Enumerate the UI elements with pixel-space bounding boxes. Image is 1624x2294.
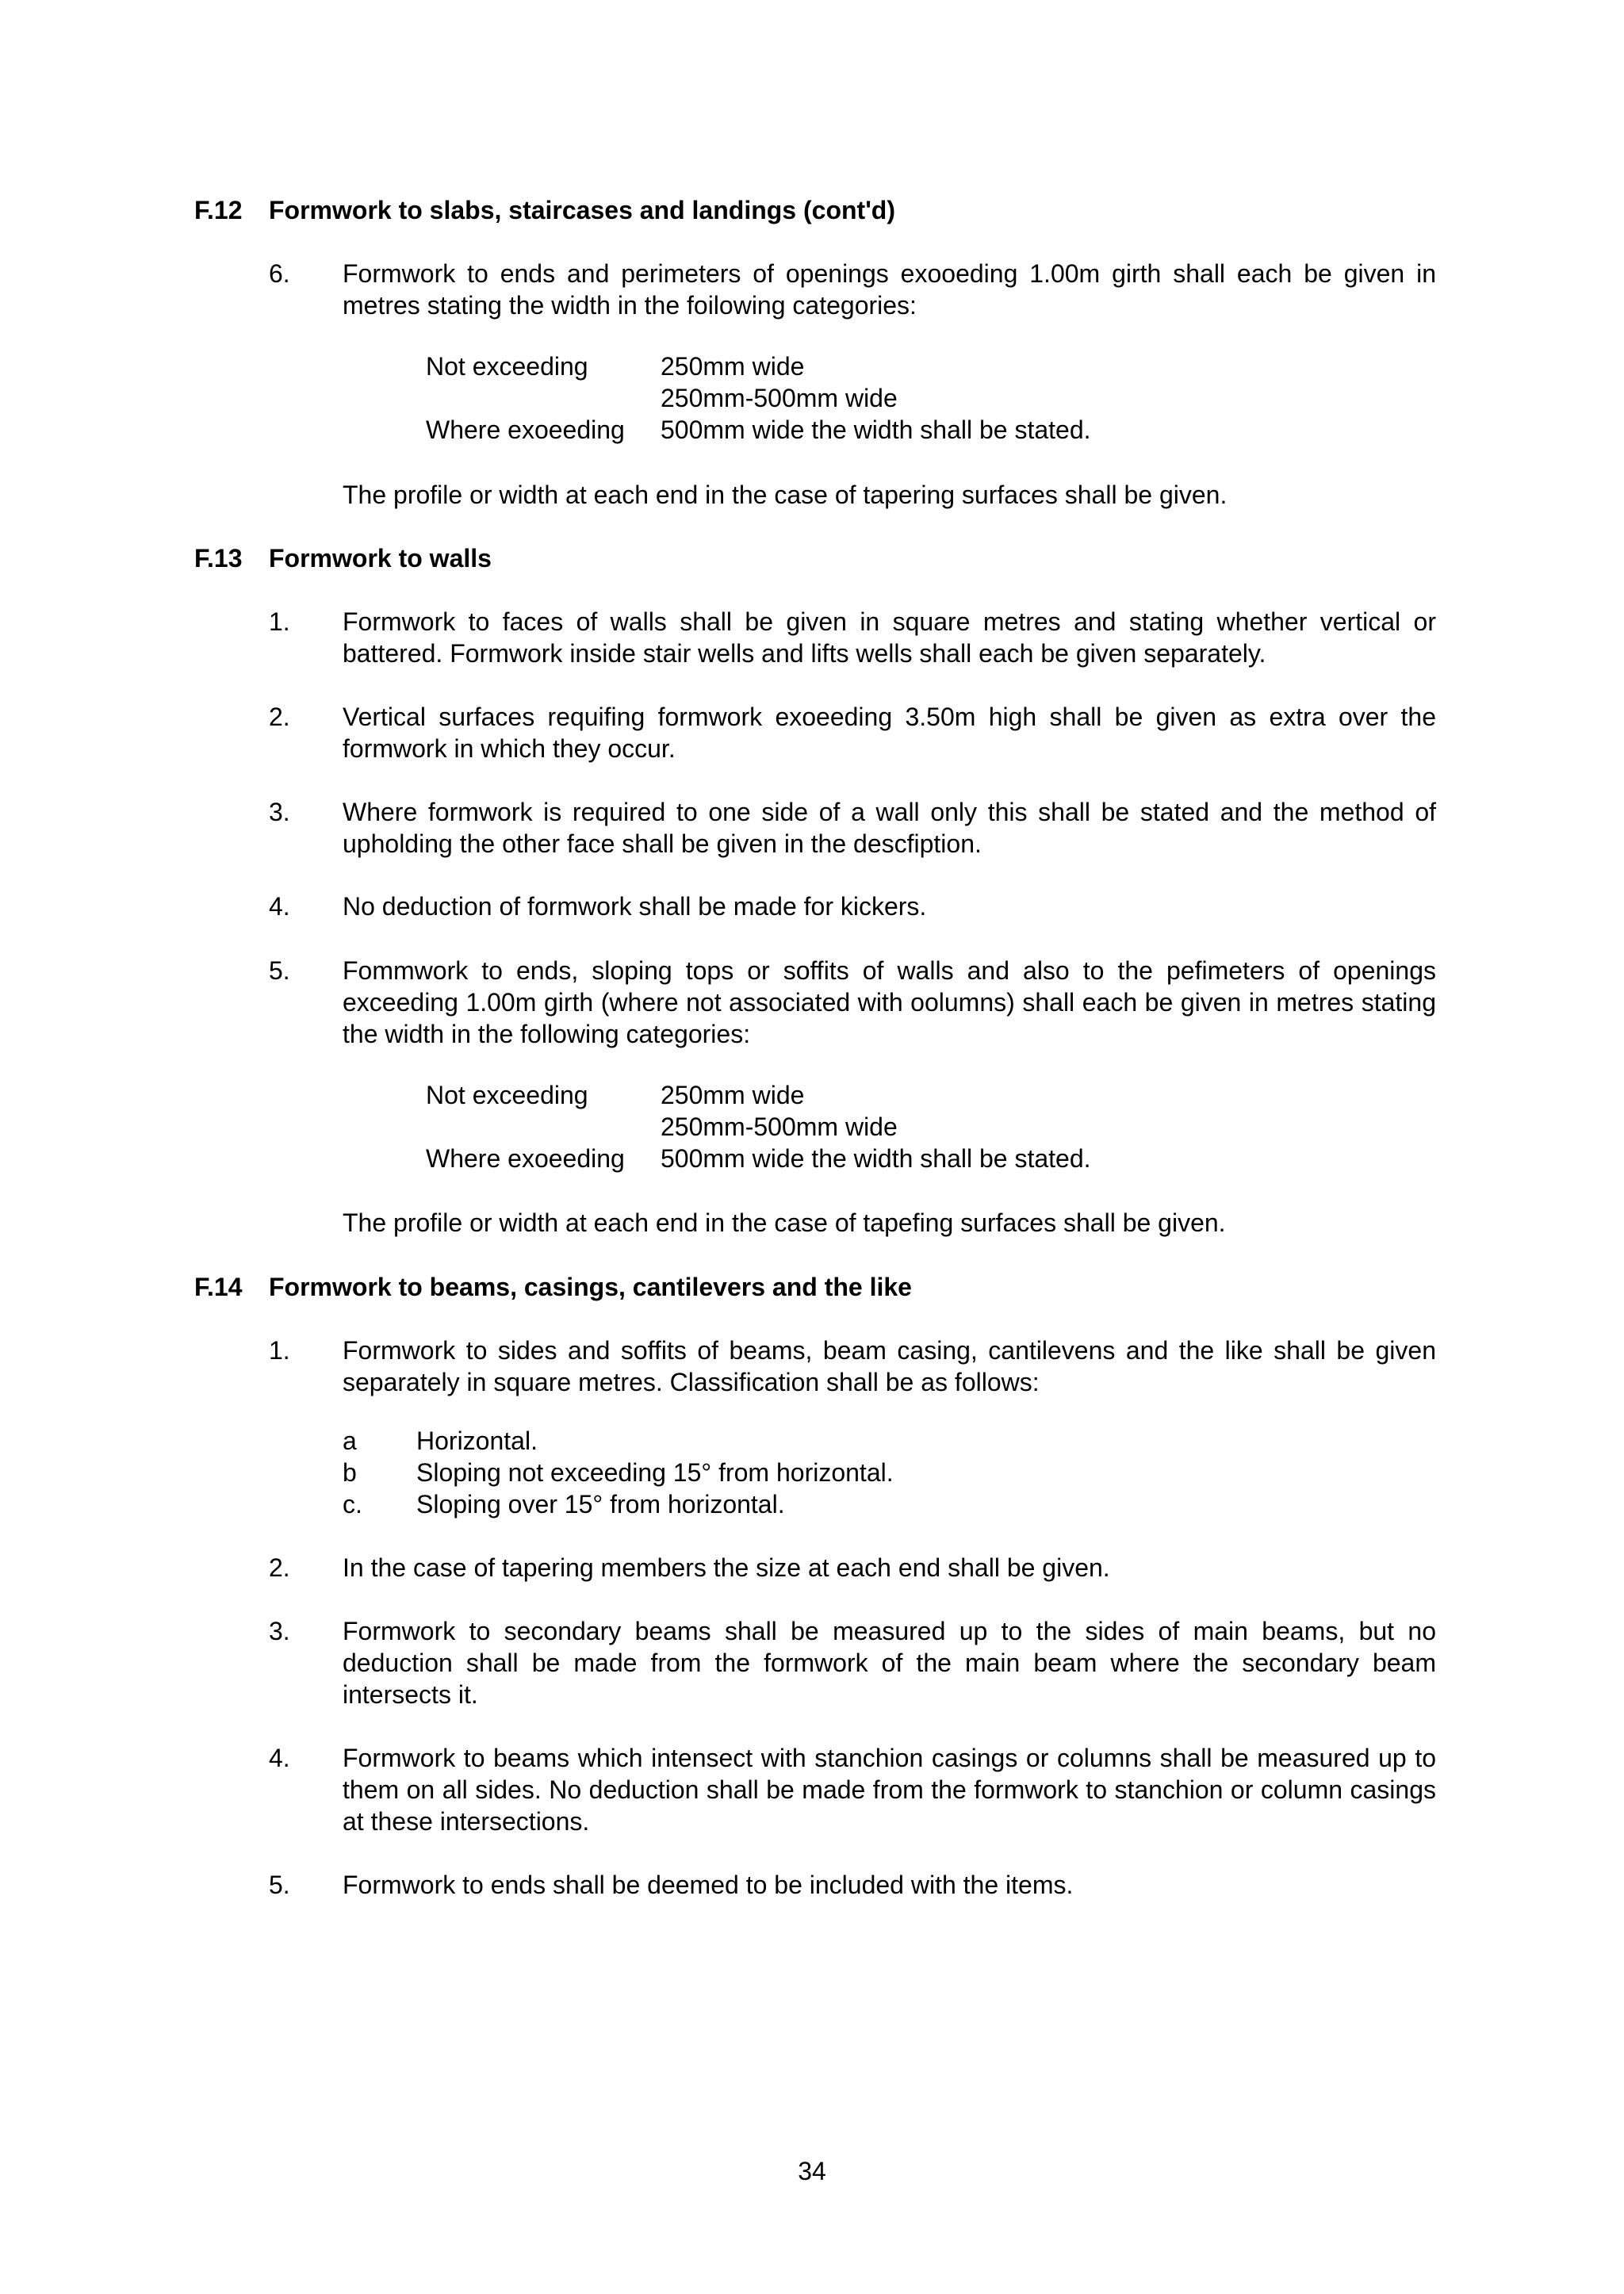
category-row: [426, 382, 1377, 414]
item-number: 2.: [269, 703, 290, 731]
list-item: [269, 1869, 1436, 1901]
category-row: [426, 1143, 1377, 1174]
category-value: 500mm wide the width shall be stated.: [661, 1144, 1091, 1173]
section-number: F.13: [194, 544, 243, 573]
sub-list-item: [343, 1488, 1294, 1520]
list-item: [269, 258, 1436, 321]
section-number: F.12: [194, 196, 243, 224]
list-item: [269, 1335, 1436, 1398]
item-text: Formwork to faces of walls shall be given in square metres and stating whether vertical or battered. Formwork inside stair wells and lifts wells shall each be given separately.: [343, 607, 1436, 668]
section-heading-f12: [194, 194, 895, 226]
category-label: Where exoeeding: [426, 416, 625, 444]
section-title: Formwork to slabs, staircases and landings (cont'd): [269, 196, 895, 224]
item-text: Formwork to beams which intensect with stanchion casings or columns shall be measured up to them on all sides. No deduction shall be made from the formwork to stanchion or column casings at these intersections.: [343, 1744, 1436, 1836]
item-text: Formwork to ends and perimeters of openings exooeding 1.00m girth shall each be given in metres stating the width in the foilowing categories:: [343, 259, 1436, 320]
category-value: 500mm wide the width shall be stated.: [661, 416, 1091, 444]
list-item: [269, 1615, 1436, 1710]
category-table: [426, 1079, 1377, 1174]
sub-item-text: Sloping over 15° from horizontal.: [416, 1490, 785, 1518]
item-number: 1.: [269, 607, 290, 636]
category-value: 250mm-500mm wide: [661, 1113, 898, 1141]
section-heading-f13: [194, 542, 492, 574]
category-row: [426, 1079, 1377, 1111]
sub-item-letter: a: [343, 1427, 357, 1455]
item-number: 2.: [269, 1553, 290, 1582]
category-value: 250mm wide: [661, 352, 805, 381]
sub-item-letter: b: [343, 1458, 357, 1487]
sub-item-text: Sloping not exceeding 15° from horizontal.: [416, 1458, 894, 1487]
list-item: [269, 701, 1436, 764]
item-number: 1.: [269, 1336, 290, 1365]
item-text: Fommwork to ends, sloping tops or soffits of walls and also to the pefimeters of openings exceeding 1.00m girth (where not associated with oolumns) shall each be given in metres stating the width in the following categories:: [343, 956, 1436, 1048]
category-row: [426, 414, 1377, 446]
sub-item-text: Horizontal.: [416, 1427, 538, 1455]
item-number: 3.: [269, 798, 290, 826]
item-text: In the case of tapering members the size at each end shall be given.: [343, 1553, 1110, 1582]
note-paragraph: The profile or width at each end in the case of tapefing surfaces shall be given.: [343, 1208, 1226, 1237]
item-text: Formwork to ends shall be deemed to be included with the items.: [343, 1871, 1074, 1899]
list-item: [269, 1552, 1436, 1584]
note-paragraph: The profile or width at each end in the case of tapering surfaces shall be given.: [343, 481, 1228, 509]
category-table: [426, 350, 1377, 446]
category-row: [426, 350, 1377, 382]
page-number: 34: [798, 2157, 826, 2185]
section-heading-f14: [194, 1271, 912, 1303]
item-number: 5.: [269, 1871, 290, 1899]
sub-item-letter: c.: [343, 1490, 362, 1518]
item-number: 6.: [269, 259, 290, 288]
item-text: No deduction of formwork shall be made for kickers.: [343, 892, 927, 921]
category-value: 250mm-500mm wide: [661, 384, 898, 412]
sub-list-item: [343, 1457, 1294, 1488]
item-text: Formwork to secondary beams shall be measured up to the sides of main beams, but no deduction shall be made from the formwork of the main beam where the secondary beam intersects it.: [343, 1617, 1436, 1709]
category-label: Not exceeding: [426, 352, 588, 381]
section-number: F.14: [194, 1273, 243, 1301]
item-number: 3.: [269, 1617, 290, 1645]
section-title: Formwork to walls: [269, 544, 492, 573]
list-item: [269, 890, 1436, 922]
item-number: 5.: [269, 956, 290, 985]
item-text: Vertical surfaces requifing formwork exoeeding 3.50m high shall be given as extra over the formwork in which they occur.: [343, 703, 1436, 763]
category-value: 250mm wide: [661, 1081, 805, 1109]
list-item: [269, 606, 1436, 669]
item-text: Where formwork is required to one side of a wall only this shall be stated and the method of upholding the other face shall be given in the descfiption.: [343, 798, 1436, 858]
list-item: [269, 955, 1436, 1050]
sub-list-item: [343, 1425, 1294, 1457]
list-item: [269, 796, 1436, 860]
category-row: [426, 1111, 1377, 1143]
item-text: Formwork to sides and soffits of beams, beam casing, cantilevens and the like shall be given separately in square metres. Classification shall be as follows:: [343, 1336, 1436, 1396]
category-label: Where exoeeding: [426, 1144, 625, 1173]
sub-list: [343, 1425, 1294, 1520]
list-item: [269, 1742, 1436, 1837]
section-title: Formwork to beams, casings, cantilevers and the like: [269, 1273, 912, 1301]
category-label: Not exceeding: [426, 1081, 588, 1109]
item-number: 4.: [269, 892, 290, 921]
item-number: 4.: [269, 1744, 290, 1772]
